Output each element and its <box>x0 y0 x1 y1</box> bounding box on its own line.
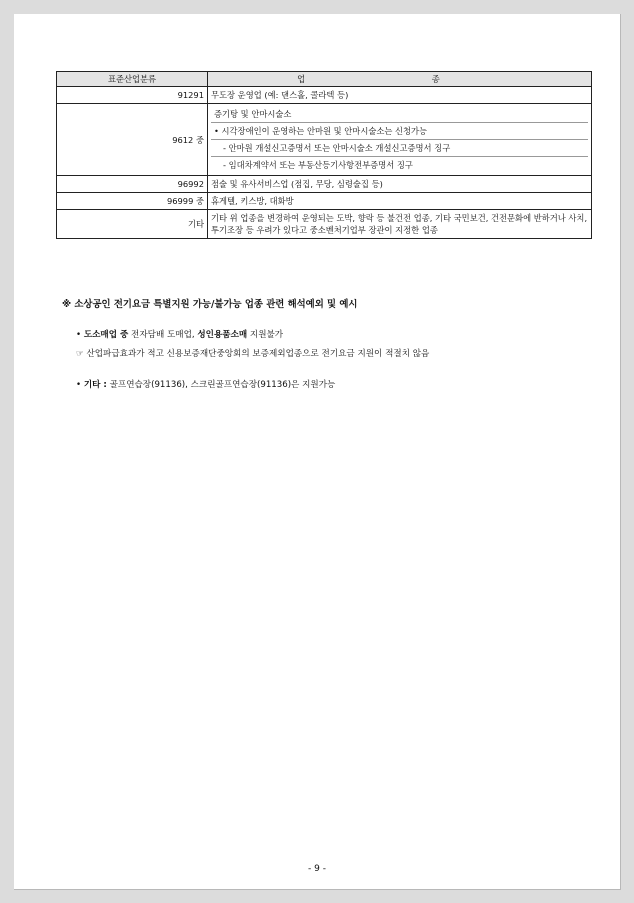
row-code: 9612 중 <box>57 104 208 176</box>
item-label: 도소매업 중 <box>83 330 129 340</box>
row-code: 96999 중 <box>57 193 208 210</box>
row-desc: 점술 및 유사서비스업 (점집, 무당, 심령술집 등) <box>208 176 592 193</box>
row-code: 96992 <box>57 176 208 193</box>
table-row <box>57 104 592 176</box>
row-desc-line: - 안마원 개설신고증명서 또는 안마시술소 개설신고증명서 징구 <box>211 139 588 156</box>
item-label: 기타 : <box>83 380 107 390</box>
bullet: • <box>76 330 82 340</box>
table-row <box>57 87 592 104</box>
table-row <box>57 176 592 193</box>
reason-text: 산업파급효과가 적고 신용보증재단중앙회의 보증제외업종으로 전기요금 지원이 적절치 않음 <box>83 349 430 359</box>
item-text: 골프연습장(91136), 스크린골프연습장(91136)은 지원가능 <box>106 380 336 390</box>
note-title: ※ 소상공인 전기요금 특별지원 가능/불가능 업종 관련 해석예외 및 예시 <box>62 299 358 310</box>
document-page <box>14 14 621 890</box>
item-text: 전자담배 도매업, <box>128 330 198 340</box>
header-standard-classification: 표준산업분류 <box>57 72 208 87</box>
table-header-row <box>57 72 592 87</box>
item-wholesale-retail-reason <box>76 347 429 359</box>
row-desc-multi <box>208 104 592 176</box>
row-code: 91291 <box>57 87 208 104</box>
header-business-type: 업 종 <box>208 72 592 87</box>
table-row <box>57 210 592 239</box>
industry-classification-table <box>56 71 592 239</box>
page-number: - 9 - <box>308 864 326 874</box>
pointing-hand-icon: ☞ <box>76 349 84 359</box>
item-other <box>76 378 335 390</box>
row-desc: 무도장 운영업 (예: 댄스홀, 콜라텍 등) <box>208 87 592 104</box>
row-desc-line: • 시각장애인이 운영하는 안마원 및 안마시술소는 신청가능 <box>211 122 588 139</box>
row-desc-line: - 임대차계약서 또는 부동산등기사항전부증명서 징구 <box>211 156 588 173</box>
table-row <box>57 193 592 210</box>
row-desc-line: 증기탕 및 안마시술소 <box>214 109 292 119</box>
item-text: 지원불가 <box>247 330 284 340</box>
bullet: • <box>76 380 82 390</box>
row-desc: 기타 위 업종을 변경하여 운영되는 도박, 향락 등 불건전 업종, 기타 국민보건, 건전문화에 반하거나 사치, 투기조장 등 우려가 있다고 중소벤처기업부 장관이 지정한 업종 <box>208 210 592 239</box>
item-label: 성인용품소매 <box>197 330 248 340</box>
item-wholesale-retail <box>76 328 283 340</box>
row-desc: 휴게텔, 키스방, 대화방 <box>208 193 592 210</box>
row-code: 기타 <box>57 210 208 239</box>
